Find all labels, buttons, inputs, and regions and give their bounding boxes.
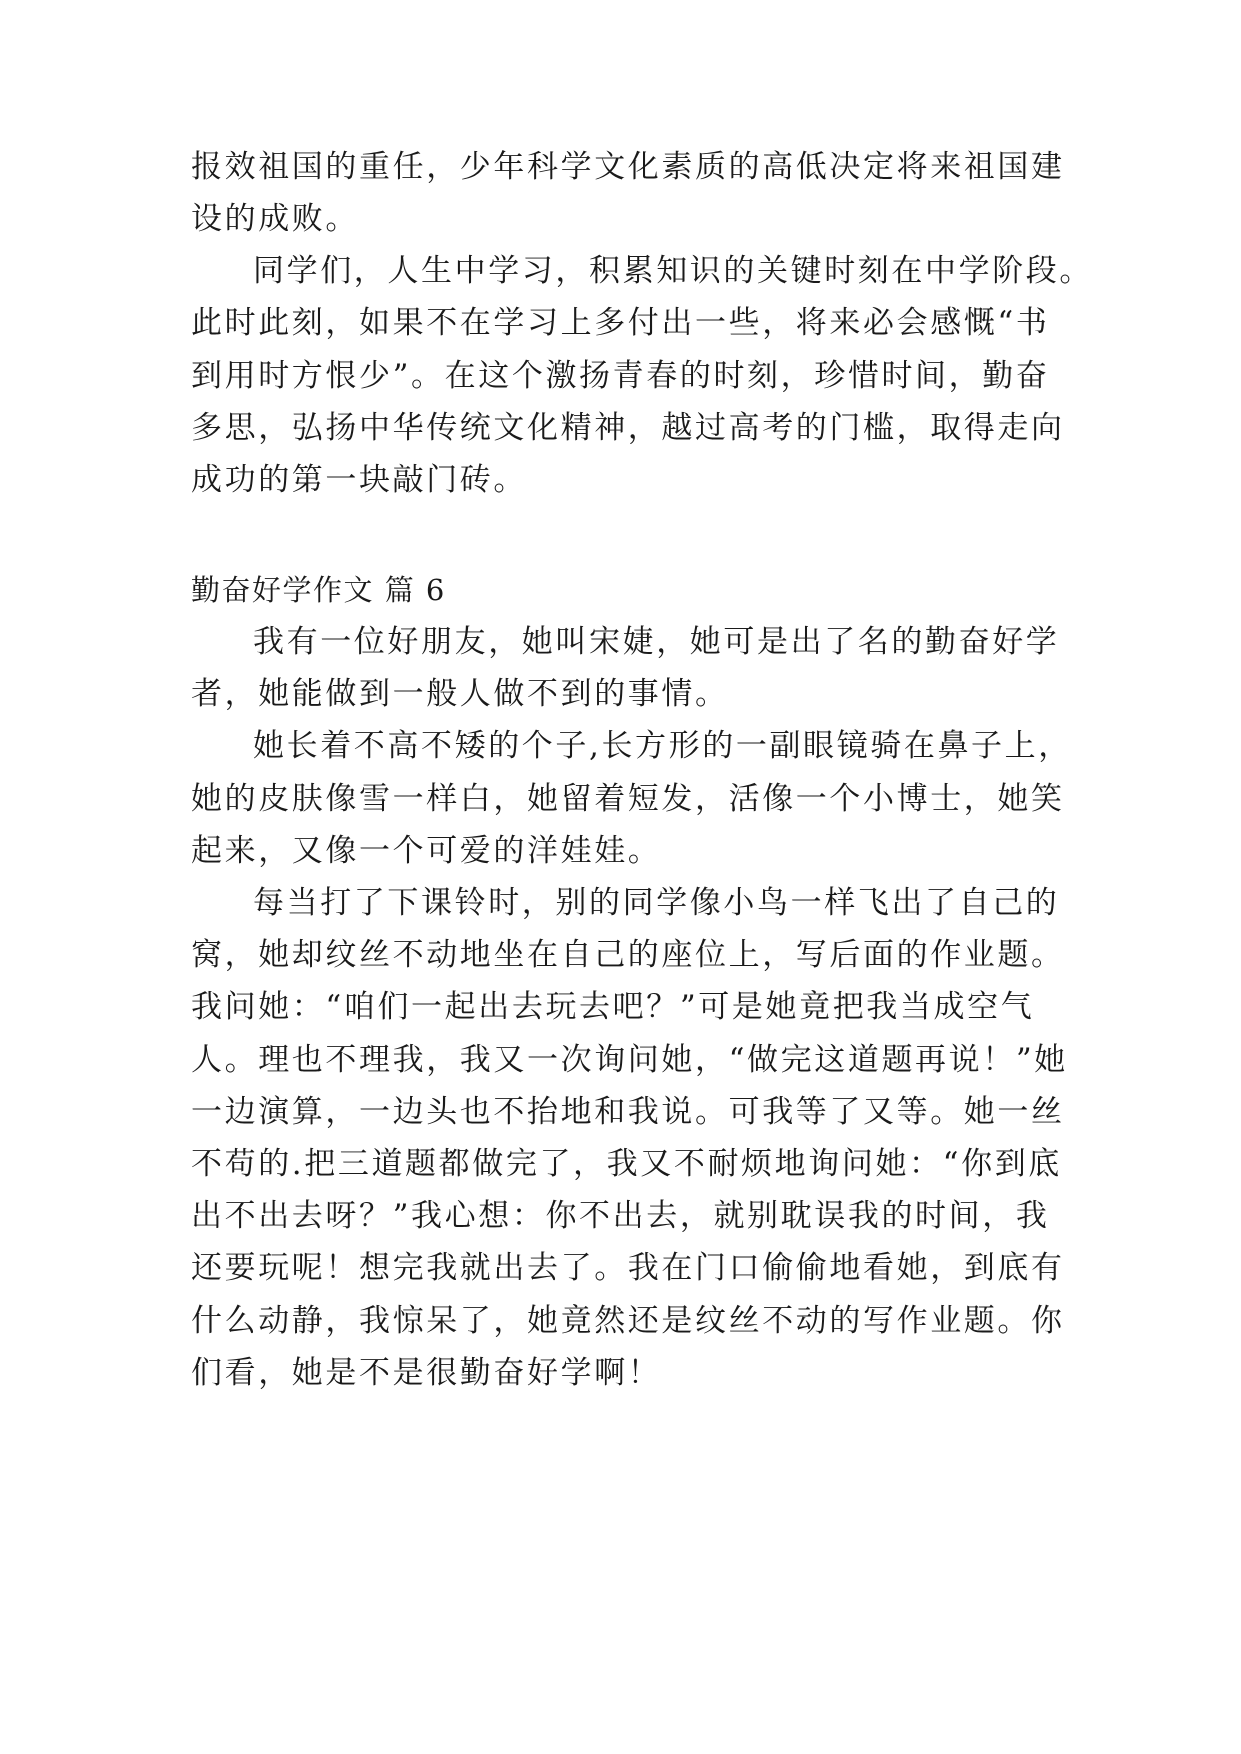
section-heading: 勤奋好学作文 篇 6 [191,573,446,607]
text-line: 们看，她是不是很勤奋好学啊！ [191,1355,662,1391]
text-line: 设的成败。 [191,201,359,237]
text-line: 人。理也不理我，我又一次询问她，“做完这道题再说！”她 [191,1042,1068,1078]
text-line: 到用时方恨少”。在这个激扬青春的时刻，珍惜时间，勤奋 [191,358,1050,394]
text-line: 成功的第一块敲门砖。 [191,462,527,498]
text-line: 她的皮肤像雪一样白，她留着短发，活像一个小博士，她笑 [191,781,1065,817]
text-line: 不苟的.把三道题都做完了，我又不耐烦地询问她：“你到底 [191,1146,1062,1182]
text-line: 此时此刻，如果不在学习上多付出一些，将来必会感慨“书 [191,305,1050,341]
text-line: 起来，又像一个可爱的洋娃娃。 [191,833,662,869]
text-line: 同学们，人生中学习，积累知识的关键时刻在中学阶段。 [253,253,1093,289]
text-line: 者，她能做到一般人做不到的事情。 [191,676,729,712]
text-line: 报效祖国的重任，少年科学文化素质的高低决定将来祖国建 [191,149,1065,185]
text-line: 什么动静，我惊呆了，她竟然还是纹丝不动的写作业题。你 [191,1303,1065,1339]
text-line: 多思，弘扬中华传统文化精神，越过高考的门槛，取得走向 [191,410,1065,446]
text-line: 我有一位好朋友，她叫宋婕，她可是出了名的勤奋好学 [253,624,1060,660]
text-line: 窝，她却纹丝不动地坐在自己的座位上，写后面的作业题。 [191,937,1065,973]
text-line: 每当打了下课铃时，别的同学像小鸟一样飞出了自己的 [253,885,1060,921]
text-line: 出不出去呀？”我心想：你不出去，就别耽误我的时间，我 [191,1198,1050,1234]
text-line: 一边演算，一边头也不抬地和我说。可我等了又等。她一丝 [191,1094,1065,1130]
text-line: 还要玩呢！想完我就出去了。我在门口偷偷地看她，到底有 [191,1250,1065,1286]
text-line: 她长着不高不矮的个子,长方形的一副眼镜骑在鼻子上， [253,728,1072,764]
text-line: 我问她：“咱们一起出去玩去吧？”可是她竟把我当成空气 [191,989,1035,1025]
